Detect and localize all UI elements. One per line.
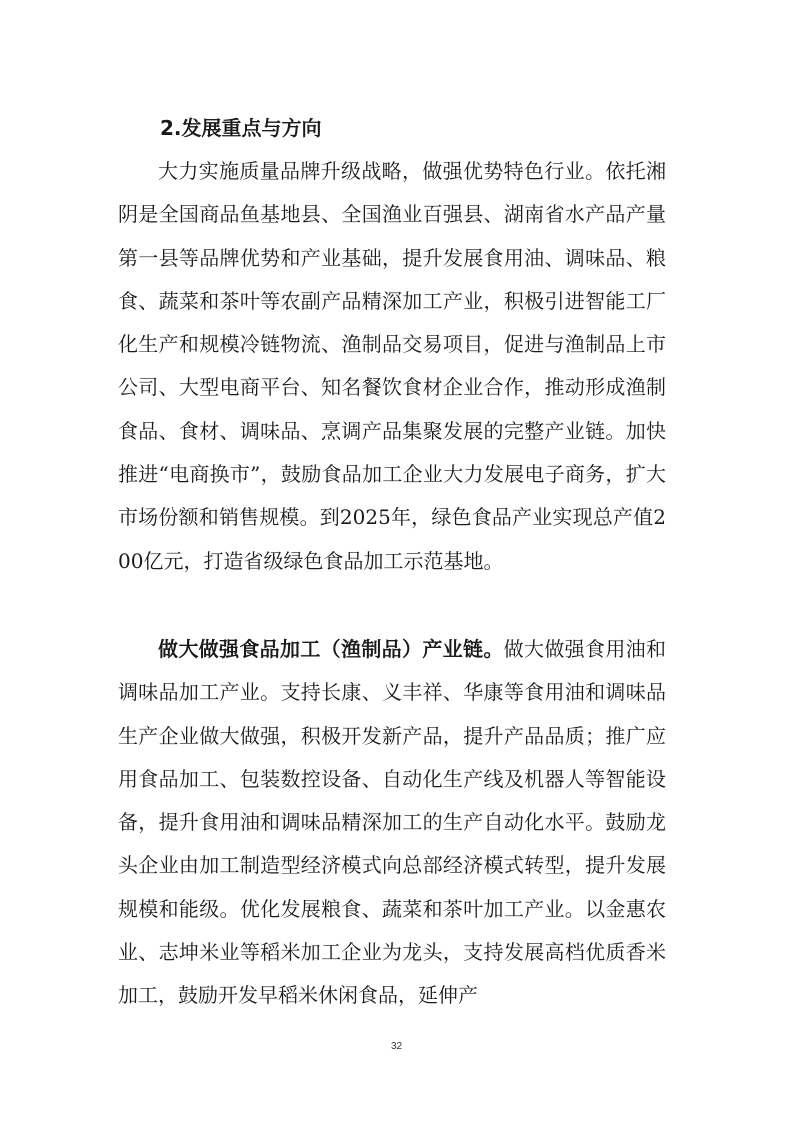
paragraph-text: 大力实施质量品牌升级战略，做强优势特色行业。依托湘阴是全国商品鱼基地县、全国渔业百强县、湖南省水产品产量第一县等品牌优势和产业基础，提升发展食用油、调味品、粮食、蔬菜和茶叶等农副产品精深加工产业，积极引进智能工厂化生产和规模冷链物流、渔制品交易项目，促进与渔制品上市公司、大型电商平台、知名餐饮食材企业合作，推动形成渔制食品、食材、调味品、烹调产品集聚发展的完整产业链。加快推进“电商换市”，鼓励食品加工企业大力发展电子商务，扩大市场份额和销售规模。到2025年，绿色食品产业实现总产值200亿元，打造省级绿色食品加工示范基地。 [118, 159, 666, 573]
paragraph-text: 做大做强食用油和调味品加工产业。支持长康、义丰祥、华康等食用油和调味品生产企业做大做强，积极开发新产品，提升产品品质；推广应用食品加工、包装数控设备、自动化生产线及机器人等智能设备，提升食用油和调味品精深加工的生产自动化水平。鼓励龙头企业由加工制造型经济模式向总部经济模式转型，提升发展规模和能级。优化发展粮食、蔬菜和茶叶加工产业。以金惠农业、志坤米业等稻米加工企业为龙头，支持发展高档优质香米加工，鼓励开发早稻米休闲食品，延伸产 [118, 637, 667, 1008]
paragraph [118, 628, 666, 1018]
section-heading: 2.发展重点与方向 [160, 116, 322, 140]
paragraph-lead: 做大做强食品加工（渔制品）产业链。 [158, 637, 504, 661]
page-number: 32 [390, 1041, 403, 1052]
paragraph [118, 150, 666, 583]
